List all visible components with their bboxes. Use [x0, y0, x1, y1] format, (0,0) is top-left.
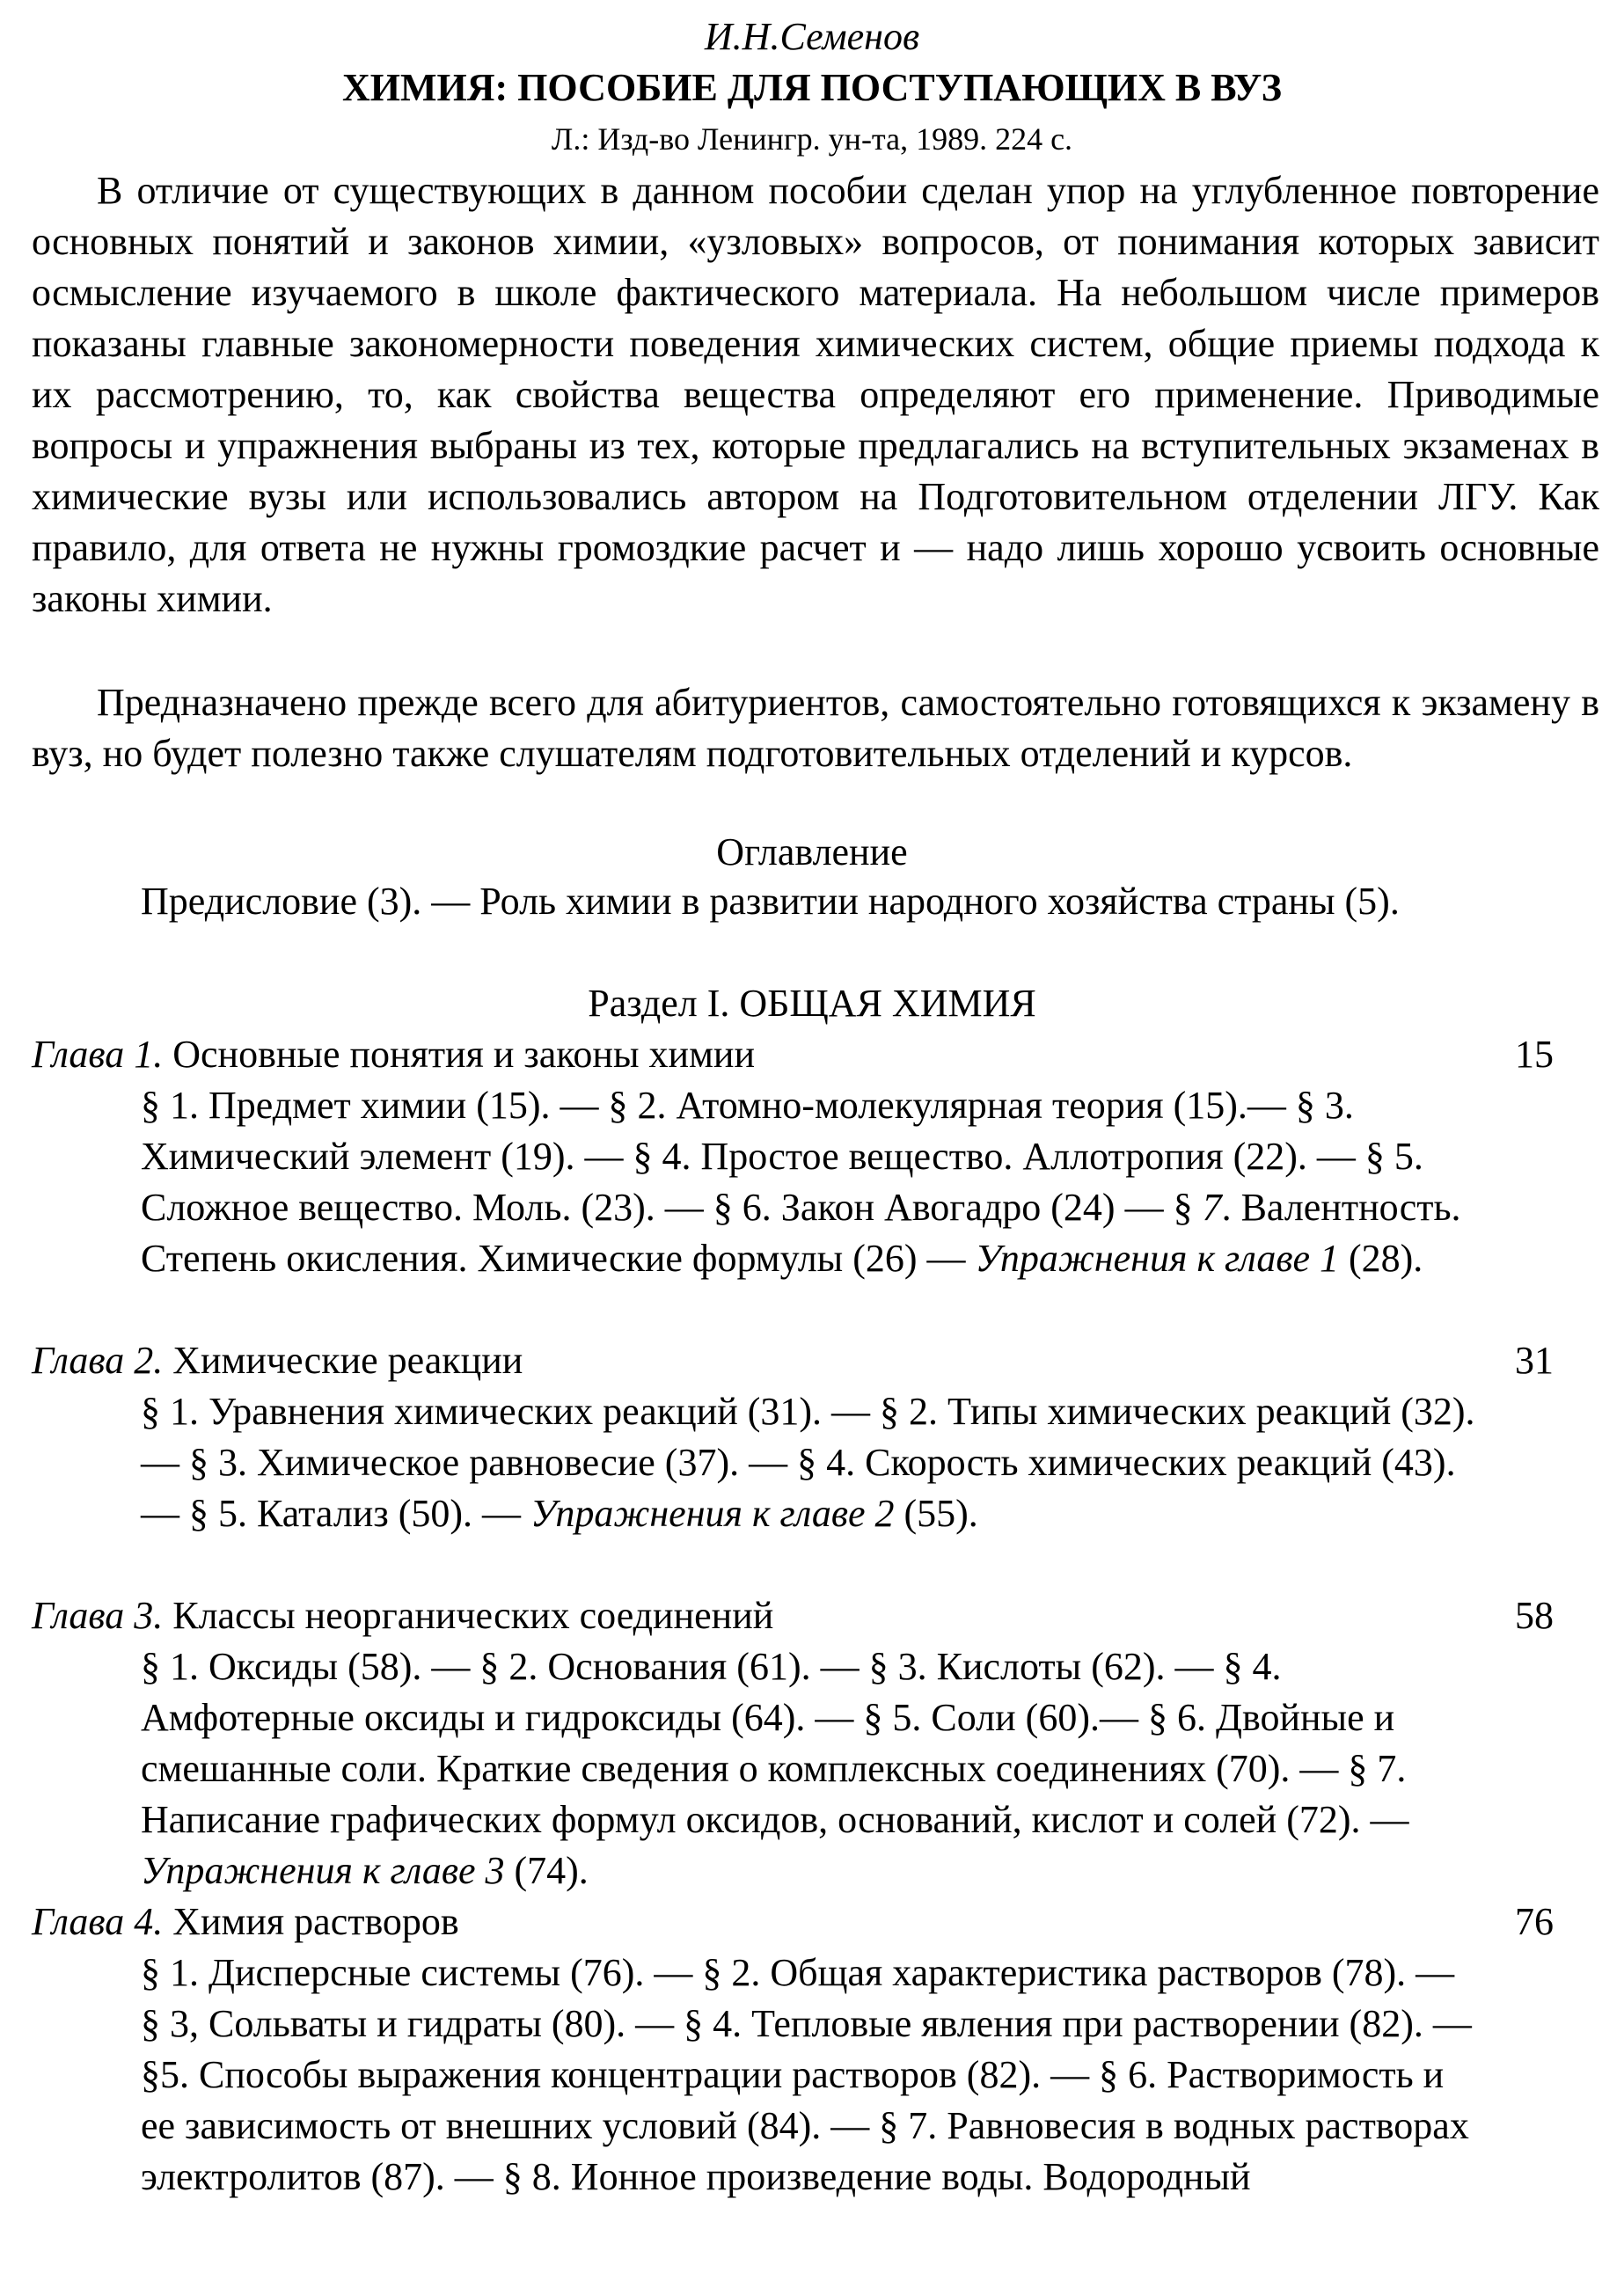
toc-chapter-1-contents — [141, 1080, 1478, 1284]
chapter-title: Химические реакции — [172, 1339, 523, 1382]
toc-chapter-1-heading — [32, 1029, 1554, 1080]
toc-chapter-2-heading — [32, 1335, 1554, 1386]
chapter-label: Глава 3. — [32, 1594, 164, 1637]
toc-preface-entry: Предисловие (3). — Роль химии в развитии народного хозяйства страны (5). — [141, 880, 1400, 923]
chapter-sections-text: § 1. Оксиды (58). — § 2. Основания (61). — § 3. Кислоты (62). — § 4. Амфотерные оксиды и гидроксиды (64). — § 5. Соли (60).— § 6. Двойные и смешанные соли. Краткие сведения о комплексных соединениях (70). — § 7. Написание графических формул оксидов, оснований, кислот и солей (72). — — [141, 1645, 1409, 1841]
chapter-title: Химия растворов — [172, 1900, 459, 1943]
toc-chapter-3-contents — [141, 1641, 1478, 1896]
chapter-label: Глава 1. — [32, 1033, 164, 1076]
chapter-exercises-page: (74). — [504, 1849, 589, 1892]
chapter-sections-text-cont: . Валентность. Степень окисления. Химические формулы (26) — — [141, 1186, 1461, 1280]
chapter-title: Основные понятия и законы химии — [172, 1033, 756, 1076]
chapter-exercises-link: Упражнения к главе 1 — [975, 1237, 1339, 1280]
toc-heading: Оглавление — [716, 830, 908, 873]
toc-chapter-3-heading — [32, 1590, 1554, 1641]
chapter-exercises-page: (55). — [894, 1492, 978, 1535]
chapter-label: Глава 4. — [32, 1900, 164, 1943]
toc-chapter-4-heading — [32, 1896, 1554, 1948]
chapter-page-number: 58 — [1515, 1594, 1554, 1637]
book-title: ХИМИЯ: ПОСОБИЕ ДЛЯ ПОСТУПАЮЩИХ В ВУЗ — [342, 66, 1282, 109]
chapter-sections-italic-number: 7 — [1202, 1186, 1222, 1229]
chapter-page-number: 31 — [1515, 1339, 1554, 1382]
author-name: И.Н.Семенов — [704, 15, 920, 58]
chapter-exercises-page: (28). — [1338, 1237, 1423, 1280]
chapter-exercises-link: Упражнения к главе 2 — [530, 1492, 895, 1535]
toc-chapter-4-contents — [141, 1948, 1478, 2203]
chapter-sections-text: § 1. Уравнения химических реакций (31). — § 2. Типы химических реакций (32). — § 3. Химическое равновесие (37). — § 4. Скорость химических реакций (43). — § 5. Катализ (50). — — [141, 1390, 1475, 1535]
chapter-page-number: 76 — [1515, 1900, 1554, 1943]
toc-section-heading: Раздел I. ОБЩАЯ ХИМИЯ — [588, 982, 1036, 1025]
toc-chapter-2-contents — [141, 1386, 1478, 1539]
chapter-label: Глава 2. — [32, 1339, 164, 1382]
abstract-paragraph-2: Предназначено прежде всего для абитуриентов, самостоятельно готовящихся к экзамену в вуз, но будет полезно также слушателям подготовительных отделений и курсов. — [32, 681, 1599, 775]
chapter-sections-text: § 1. Дисперсные системы (76). — § 2. Общая характеристика растворов (78). — § 3, Сольваты и гидраты (80). — § 4. Тепловые явления при растворении (82). — §5. Способы выражения концентрации растворов (82). — § 6. Растворимость и ее зависимость от внешних условий (84). — § 7. Равновесия в водных растворах электролитов (87). — § 8. Ионное произведение воды. Водородный — [141, 1951, 1472, 2198]
chapter-sections-text: § 1. Предмет химии (15). — § 2. Атомно-молекулярная теория (15).— § 3. Химический элемент (19). — § 4. Простое вещество. Аллотропия (22). — § 5. Сложное вещество. Моль. (23). — § 6. Закон Авогадро (24) — § — [141, 1084, 1423, 1229]
imprint-line: Л.: Изд-во Ленингр. ун-та, 1989. 224 с. — [551, 121, 1073, 157]
chapter-page-number: 15 — [1515, 1033, 1554, 1076]
chapter-title: Классы неорганических соединений — [172, 1594, 774, 1637]
abstract-paragraph-1: В отличие от существующих в данном пособии сделан упор на углубленное повторение основных понятий и законов химии, «узловых» вопросов, от понимания которых зависит осмысление изучаемого в школе фактического материала. На небольшом числе примеров показаны главные закономерности поведения химических систем, общие приемы подхода к их рассмотрению, то, как свойства вещества определяют его применение. Приводимые вопросы и упражнения выбраны из тех, которые предлагались на вступительных экзаменах в химические вузы или использовались автором на Подготовительном отделении ЛГУ. Как правило, для ответа не нужны громоздкие расчет и — надо лишь хорошо усвоить основные законы химии. — [32, 169, 1599, 620]
chapter-exercises-link: Упражнения к главе 3 — [141, 1849, 505, 1892]
